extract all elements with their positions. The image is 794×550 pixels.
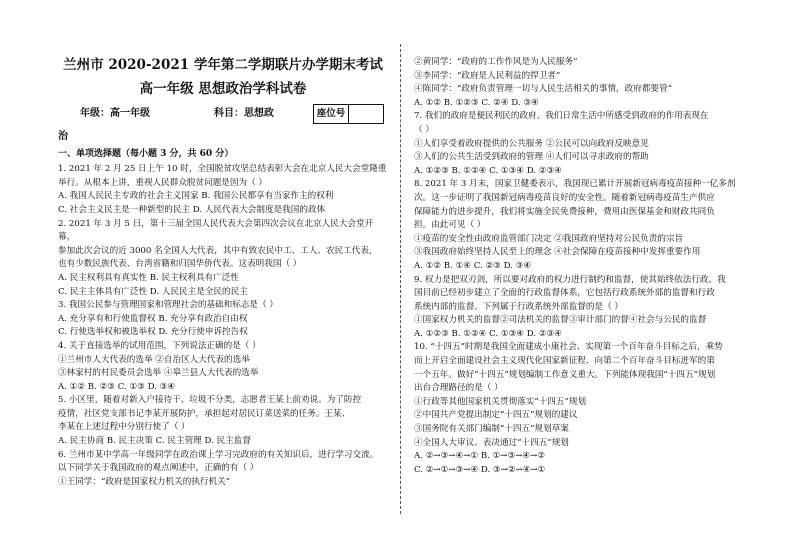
question-line: 而上开启全面建设社会主义现代化国家新征程、向第二个百年奋斗目标进军的第 <box>414 356 715 367</box>
question-line: ②黄同学：“政府的工作作风是为人民服务” <box>414 57 578 67</box>
question-line: 举行。从根本上讲，重视人民群众脱贫问题是因为（ ） <box>58 177 267 188</box>
question-line: ①疫苗的安全性由政府监管部门决定 ②我国政府坚持对公民负责的宗旨 <box>414 233 684 244</box>
question-line: C. 民主主体具有广泛性 D. 人民民主是全民的民主 <box>58 286 248 297</box>
question-line: 次。这一步证明了我国新冠病毒疫苗良好的安全性。随着新冠病毒疫苗生产供应 <box>414 192 715 203</box>
question-line: （ ） <box>414 124 434 135</box>
question-line: 7. 我们的政府是便民利民的政府。我们日常生活中所感受到政府的作用表现在 <box>414 111 709 122</box>
right-column-questions <box>414 56 754 477</box>
column-divider <box>400 44 401 514</box>
exam-title: 兰州市 2020-2021 学年第二学期联片办学期末考试 <box>63 57 383 73</box>
question-line: A. ②→③→④→① B. ①→③→④→② <box>414 451 546 462</box>
seat-label: 座位号 <box>313 104 349 124</box>
question-line: C. ②→①→③→④ D. ③→②→④→① <box>414 464 546 475</box>
question-line: 5. 小区里，随着对新入户接待干、垃圾不分类，志愿者王某上前劝说。为了防控 <box>58 395 362 406</box>
left-column-questions <box>58 163 388 489</box>
question-line: 4. 关于直接选举的试用范围，下列说法正确的是（ ） <box>58 340 261 351</box>
question-line: C. 社会主义民主是一种新型的民主 D. 人民代表大会制度是我国的政体 <box>58 204 326 215</box>
question-line: 系统内部的监督。下列属于行政系统外部监督的是（ ） <box>414 301 623 312</box>
question-line: A. ①②③ B. ①②④ C. ①③④ D. ②③④ <box>414 165 562 176</box>
question-line: ③我国政府始终坚持人民至上的理念 ④社会保障在疫苗接种中发挥重要作用 <box>414 247 701 258</box>
subject-label: 科目：思想政 <box>214 108 274 119</box>
question-line: 1. 2021 年 2 月 25 日上午 10 时，全国脱贫攻坚总结表彰大会在北京人民大会堂隆重 <box>58 164 387 175</box>
question-line: ①王同学：“政府是国家权力机关的执行机关” <box>58 476 231 487</box>
question-line: A. ①② B. ①④ C. ②③ D. ③④ <box>414 260 532 271</box>
seat-number-box[interactable] <box>348 104 384 124</box>
question-line: A. ①② B. ②③ C. ①③ D. ③④ <box>58 381 176 392</box>
question-line: 一个五年。做好“十四五”规划编制工作意义重大。下列能体现我国“十四五”规划 <box>414 369 716 380</box>
question-line: ②中国共产党提出制定“十四五”规划的建议 <box>414 410 578 421</box>
question-line: 国目前已经初步建立了全面的行政监督体系，它包括行政系统外部的监督和行政 <box>414 288 715 299</box>
question-line: ③李同学：“政府是人民利益的捍卫者” <box>414 70 561 81</box>
exam-subtitle: 高一年级 思想政治学科试卷 <box>139 81 307 97</box>
question-line: A. 民主权利具有真实性 B. 民主权利具有广泛性 <box>58 272 239 283</box>
question-line: C. 行使选举权和被选举权 D. 充分行使申诉控告权 <box>58 327 248 338</box>
question-line: A. 民主协商 B. 民主决策 C. 民主管理 D. 民主监督 <box>58 436 251 447</box>
question-line: ③人们的公共生活受到政府的管理 ④人们可以寻求政府的帮助 <box>414 152 649 163</box>
question-line: 保障能力的进步提升，我们将实施全民免费接种，费用由医保基金和财政共同负 <box>414 206 715 217</box>
question-line: 6. 兰州市某中学高一年级同学在政治课上学习完政府的有关知识后，进行学习交流。 <box>58 449 379 460</box>
question-line: A. 我国人民民主专政的社会主义国家 B. 我国公民都享有当家作主的权利 <box>58 191 334 202</box>
question-line: ①国家权力机关的监督②司法机关的监督③审计部门的督④社会与公民的监督 <box>414 315 707 326</box>
question-line: ①人们享受着政府提供的公共服务 ②公民可以向政府反映意见 <box>414 138 649 149</box>
question-line: ③国务院有关部门编制“十四五”规划草案 <box>414 424 569 435</box>
question-line: 疫情，社区党支部书记李某开展防护，承担起对居民订菜送菜的任务。王某、 <box>58 408 351 419</box>
question-line: 2. 2021 年 3 月 5 日，第十三届全国人民代表大会第四次会议在北京人民大会堂开幕， <box>58 218 374 243</box>
question-line: 也有少数民族代表、台湾省籍和归国华侨代表。这表明我国（ ） <box>58 259 302 270</box>
question-line: 9. 权力是把双刃剑，所以要对政府的权力进行制约和监督，使其始终依法行政。我 <box>414 274 726 285</box>
question-line: ①兰州市人大代表的选举 ②自治区人大代表的选举 <box>58 354 250 365</box>
question-line: 李某在上述过程中分别行使了（ ） <box>58 422 190 433</box>
question-line: 8. 2021 年 3 月末，国家卫健委表示，我国现已累计开展新冠病毒疫苗接种一亿多剂 <box>414 179 736 190</box>
question-line: ①行政等其他国家机关贯彻落实“十四五”规划 <box>414 396 587 407</box>
question-line: 10. “十四五”时期是我国全面建成小康社会、实现第一个百年奋斗目标之后，乘势 <box>414 342 723 353</box>
section-heading: 一、单项选择题（每小题 3 分，共 60 分） <box>58 148 234 159</box>
question-line: 出台合理路径的是（ ） <box>414 383 503 394</box>
question-line: 担。由此可见（ ） <box>414 220 486 231</box>
grade-label: 年级：高一年级 <box>80 108 150 119</box>
question-line: 3. 我国公民参与管理国家和管理社会的基础和标志是（ ） <box>58 300 278 311</box>
question-line: 以下同学关于我国政府的观点阐述中，正确的有（ ） <box>58 463 259 474</box>
question-line: A. ①②③ B. ①②④ C. ①③④ D. ②③④ <box>414 328 562 339</box>
question-line: 参加此次会议的近 3000 名全国人大代表，其中有致农民中工、工人、农民工代表， <box>58 245 378 256</box>
question-line: ④陈同学：“政府负责管理一切与人民生活相关的事情，政府都要管” <box>414 84 673 95</box>
subject-tail: 治 <box>58 131 68 142</box>
question-line: ③林家村的村民委员会选举 ④皋兰县人大代表的选举 <box>58 368 259 379</box>
meta-row <box>58 104 388 124</box>
question-line: ④全国人大审议、表决通过“十四五”规划 <box>414 437 569 448</box>
question-line: A. 充分享有和行使监督权 B. 充分享有政治自由权 <box>58 313 248 324</box>
header-block <box>58 48 388 489</box>
question-line: A. ①② B. ①②③ C. ②④ D. ③④ <box>414 97 539 108</box>
